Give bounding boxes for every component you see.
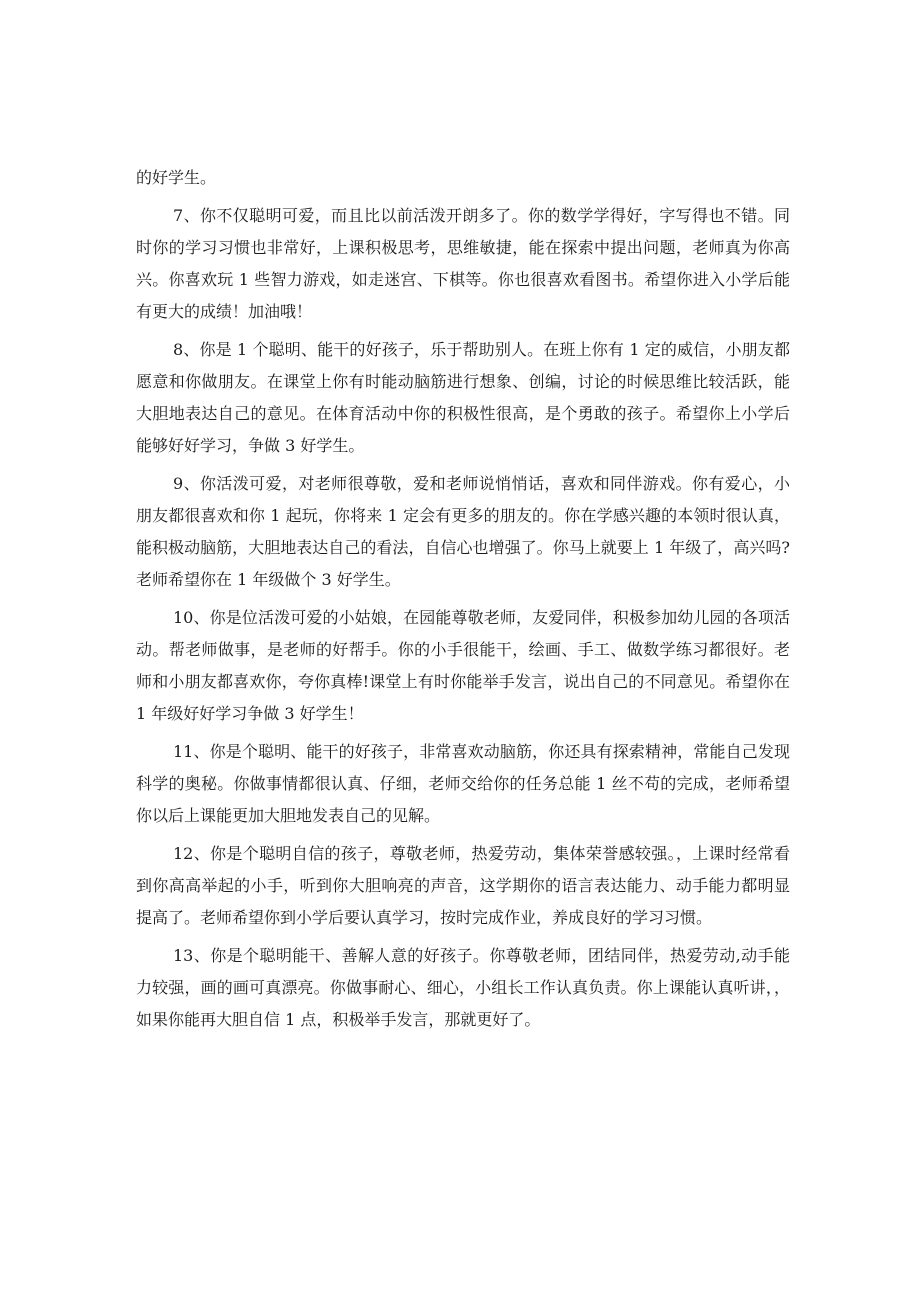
document-body <box>136 162 790 1042</box>
paragraph-comment-10: 10、你是位活泼可爱的小姑娘，在园能尊敬老师，友爱同伴，积极参加幼儿园的各项活动。帮老师做事，是老师的好帮手。你的小手很能干，绘画、手工、做数学练习都很好。老师和小朋友都喜欢你，夸你真棒!课堂上有时你能举手发言，说出自己的不同意见。希望你在 1 年级好好学习争做 3 好学生！ <box>136 608 790 723</box>
paragraph-comment-12: 12、你是个聪明自信的孩子，尊敬老师，热爱劳动，集体荣誉感较强。，上课时经常看到你高高举起的小手，听到你大胆响亮的声音，这学期你的语言表达能力、动手能力都明显提高了。老师希望你到小学后要认真学习，按时完成作业，养成良好的学习习惯。 <box>136 844 790 927</box>
paragraph-comment-9: 9、你活泼可爱，对老师很尊敬，爱和老师说悄悄话，喜欢和同伴游戏。你有爱心，小朋友都很喜欢和你 1 起玩，你将来 1 定会有更多的朋友的。你在学感兴趣的本领时很认真，能积极动脑筋，大胆地表达自己的看法，自信心也增强了。你马上就要上 1 年级了，高兴吗?老师希望你在 1 年级做个 3 好学生。 <box>136 474 790 589</box>
paragraph-comment-11: 11、你是个聪明、能干的好孩子，非常喜欢动脑筋，你还具有探索精神，常能自己发现科学的奥秘。你做事情都很认真、仔细，老师交给你的任务总能 1 丝不苟的完成，老师希望你以后上课能更加大胆地发表自己的见解。 <box>136 742 790 825</box>
paragraph-comment-8: 8、你是 1 个聪明、能干的好孩子，乐于帮助别人。在班上你有 1 定的威信，小朋友都愿意和你做朋友。在课堂上你有时能动脑筋进行想象、创编，讨论的时候思维比较活跃，能大胆地表达自己的意见。在体育活动中你的积极性很高，是个勇敢的孩子。希望你上小学后能够好好学习，争做 3 好学生。 <box>136 340 790 455</box>
paragraph-comment-13: 13、你是个聪明能干、善解人意的好孩子。你尊敬老师，团结同伴，热爱劳动,动手能力较强，画的画可真漂亮。你做事耐心、细心，小组长工作认真负责。你上课能认真听讲，，如果你能再大胆自信 1 点，积极举手发言，那就更好了。 <box>136 946 790 1029</box>
paragraph-comment-7: 7、你不仅聪明可爱，而且比以前活泼开朗多了。你的数学学得好，字写得也不错。同时你的学习习惯也非常好，上课积极思考，思维敏捷，能在探索中提出问题，老师真为你高兴。你喜欢玩 1 些智力游戏，如走迷宫、下棋等。你也很喜欢看图书。希望你进入小学后能有更大的成绩！加油哦！ <box>136 206 790 321</box>
paragraph-continuation: 的好学生。 <box>136 168 217 187</box>
